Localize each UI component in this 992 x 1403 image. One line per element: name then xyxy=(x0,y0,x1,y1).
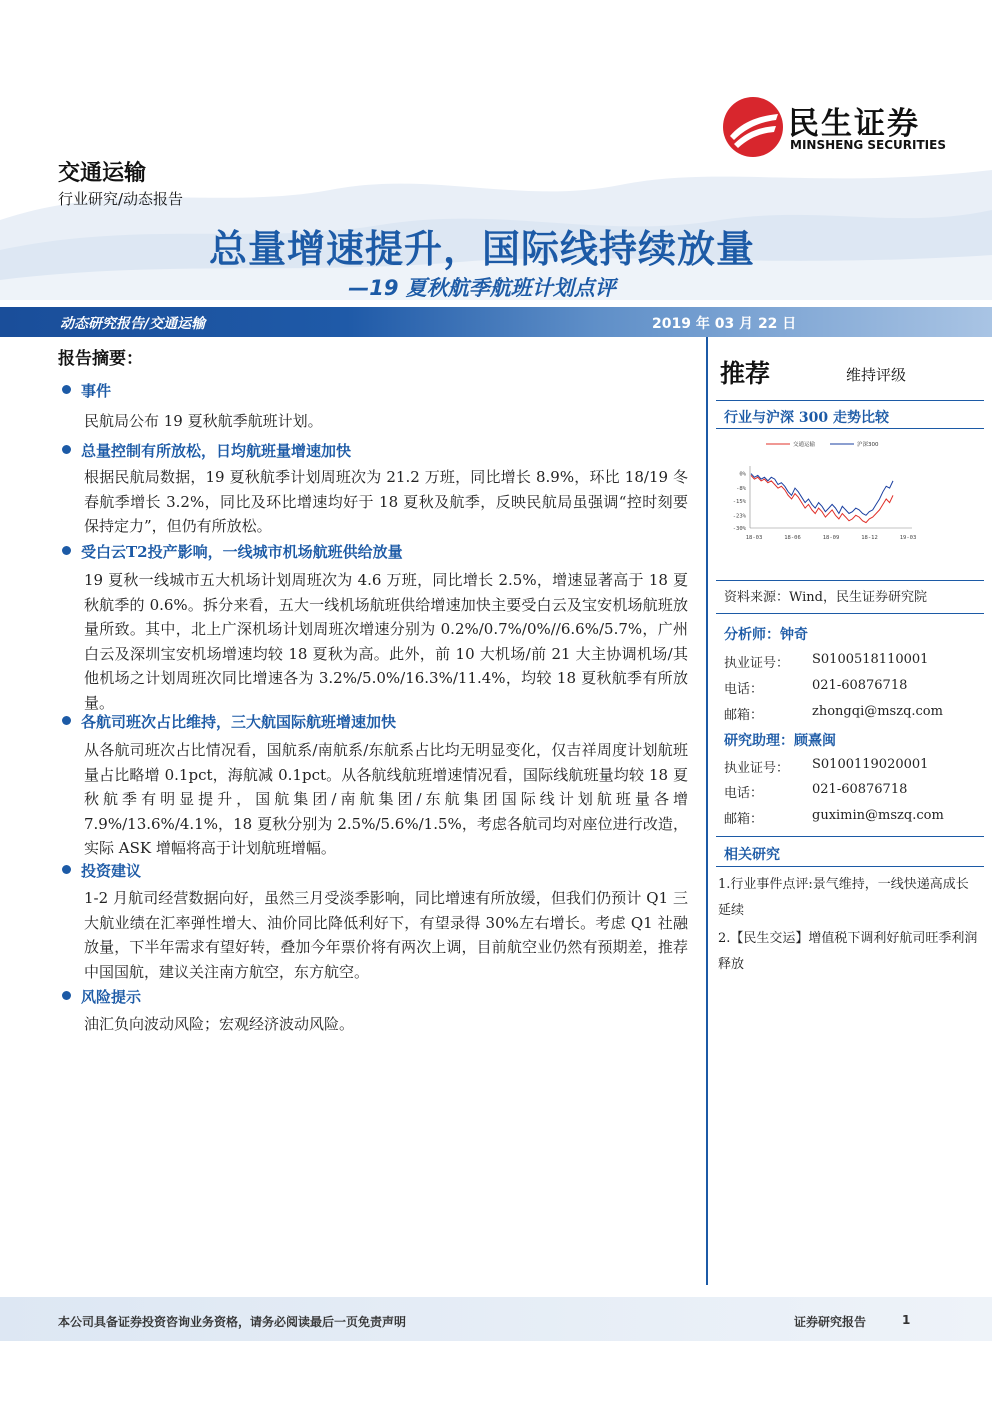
bullet-icon xyxy=(62,865,71,874)
related-item[interactable]: 1.行业事件点评:景气维持，一线快递高成长延续 xyxy=(718,877,969,918)
trend-chart xyxy=(718,432,982,550)
analyst-heading: 分析师：钟奇 xyxy=(724,627,808,643)
chart-y-tick-label: -15% xyxy=(732,498,746,505)
rating: 推荐 xyxy=(720,359,771,388)
chart-legend-label: 交通运输 xyxy=(793,442,816,448)
chart-series-line xyxy=(751,474,893,516)
minsheng-logo-icon xyxy=(722,96,784,158)
bullet-icon xyxy=(62,445,71,454)
assistant-heading: 研究助理：顾熹闽 xyxy=(724,733,836,749)
chart-series-line xyxy=(751,475,893,522)
section-heading-event: 事件 xyxy=(62,380,111,401)
divider xyxy=(716,836,984,837)
related-heading: 相关研究 xyxy=(724,847,780,863)
assistant-license: S0100119020001 xyxy=(812,757,929,772)
related-item[interactable]: 2.【民生交运】增值税下调利好航司旺季利润释放 xyxy=(718,931,978,972)
bullet-icon xyxy=(62,716,71,725)
footer-disclaimer: 本公司具备证券投资咨询业务资格，请务必阅读最后一页免责声明 xyxy=(58,1315,407,1329)
divider xyxy=(716,580,984,581)
chart-heading: 行业与沪深 300 走势比较 xyxy=(724,410,889,426)
bullet-icon xyxy=(62,546,71,555)
industry-label: 交通运输 xyxy=(58,161,147,186)
chart-source: 资料来源：Wind，民生证券研究院 xyxy=(724,590,927,605)
report-title: 总量增速提升，国际线持续放量 xyxy=(208,227,755,271)
divider xyxy=(716,428,984,429)
report-subtitle: —19 夏秋航季航班计划点评 xyxy=(348,276,616,300)
assistant-license-label: 执业证号： xyxy=(724,761,790,776)
chart-y-tick-label: -8% xyxy=(736,486,746,493)
chart-y-tick-label: 0% xyxy=(739,471,746,478)
section-heading-investment: 投资建议 xyxy=(62,860,141,881)
section-text-capacity: 根据民航局数据，19 夏秋航季计划周班次为 21.2 万班，同比增长 8.9%，环比 18/19 冬春航季增长 3.2%，同比及环比增速均好于 18 夏秋及航季，反映民航局虽强调“控时刻要保持定力”，但仍有所放松。 xyxy=(84,468,688,535)
assistant-phone: 021-60876718 xyxy=(812,782,908,797)
chart-y-tick-label: -23% xyxy=(732,513,746,520)
logo-chinese-name: 民生证券 xyxy=(788,106,920,142)
section-text-airlines: 从各航司班次占比情况看，国航系/南航系/东航系占比均无明显变化，仅吉祥周度计划航班量占比略增 0.1pct，海航减 0.1pct。从各航线航班增速情况看，国际线航班量均较 18 夏秋航季有明显提升，国航集团/南航集团/东航集团国际线计划航班量各增 7.9%/13.6%/4.1%，18 夏秋分别为 2.5%/5.6%/1.5%，考虑各航司均对座位进行改造，实际 ASK 增幅将高于计划航班增幅。 xyxy=(84,741,688,857)
divider xyxy=(716,400,984,401)
bullet-icon xyxy=(62,991,71,1000)
analyst-email-label: 邮箱： xyxy=(724,708,764,723)
divider xyxy=(716,866,984,867)
divider xyxy=(716,613,984,614)
section-heading-airports: 受白云T2投产影响，一线城市机场航班供给放量 xyxy=(62,541,403,562)
chart-legend-label: 沪深300 xyxy=(857,442,879,448)
chart-x-tick-label: 19-03 xyxy=(899,535,917,541)
analyst-phone-label: 电话： xyxy=(724,682,764,697)
report-type: 行业研究/动态报告 xyxy=(58,190,184,208)
section-heading-risk: 风险提示 xyxy=(62,986,141,1007)
chart-y-tick-label: -30% xyxy=(732,526,746,532)
section-text-event: 民航局公布 19 夏秋航季航班计划。 xyxy=(84,412,323,430)
assistant-phone-label: 电话： xyxy=(724,786,764,801)
section-heading-capacity: 总量控制有所放松，日均航班量增速加快 xyxy=(62,440,351,461)
report-category: 动态研究报告/交通运输 xyxy=(60,316,206,332)
assistant-email[interactable]: guximin@mszq.com xyxy=(812,808,944,823)
chart-x-tick-label: 18-03 xyxy=(745,535,763,541)
logo-english-name: MINSHENG SECURITIES xyxy=(790,138,946,152)
column-divider xyxy=(706,337,708,1285)
section-text-airports: 19 夏秋一线城市五大机场计划周班次为 4.6 万班，同比增长 2.5%，增速显著高于 18 夏秋航季的 0.6%。拆分来看，五大一线机场航班供给增速加快主要受白云及宝安机场航班放量所致。其中，北上广深机场计划周班次增速分别为 0.2%/0.7%/0%//6.6%/5.7%，广州白云及深圳宝安机场增速均较 18 夏秋为高。此外，前 10 大机场/前 21 大主协调机场/其他机场之计划周班次同比增速各为 3.2%/5.0%/16.3%/11.4%，均较 18 夏秋航季有所放量。 xyxy=(84,571,688,712)
analyst-email[interactable]: zhongqi@mszq.com xyxy=(812,704,943,719)
chart-x-tick-label: 18-06 xyxy=(784,535,801,541)
analyst-license-label: 执业证号： xyxy=(724,656,790,671)
abstract-heading: 报告摘要： xyxy=(58,349,143,369)
chart-x-tick-label: 18-12 xyxy=(861,535,878,541)
assistant-email-label: 邮箱： xyxy=(724,812,764,827)
analyst-license: S0100518110001 xyxy=(812,652,929,667)
section-text-risk: 油汇负向波动风险；宏观经济波动风险。 xyxy=(84,1015,355,1033)
rating-note: 维持评级 xyxy=(846,366,907,384)
analyst-phone: 021-60876718 xyxy=(812,678,908,693)
footer-label: 证券研究报告 xyxy=(794,1315,867,1329)
chart-x-tick-label: 18-09 xyxy=(822,535,840,541)
page-number: 1 xyxy=(902,1313,911,1327)
bullet-icon xyxy=(62,385,71,394)
section-text-investment: 1-2 月航司经营数据向好，虽然三月受淡季影响，同比增速有所放缓，但我们仍预计 Q1 三大航业绩在汇率弹性增大、油价同比降低利好下，有望录得 30%左右增长。考虑 Q1 社融放量，下半年需求有望好转，叠加今年票价将有两次上调，目前航空业仍然有预期差，推荐中国国航，建议关注南方航空，东方航空。 xyxy=(84,889,688,981)
section-heading-airlines: 各航司班次占比维持，三大航国际航班增速加快 xyxy=(62,711,396,732)
report-date: 2019 年 03 月 22 日 xyxy=(652,316,797,332)
